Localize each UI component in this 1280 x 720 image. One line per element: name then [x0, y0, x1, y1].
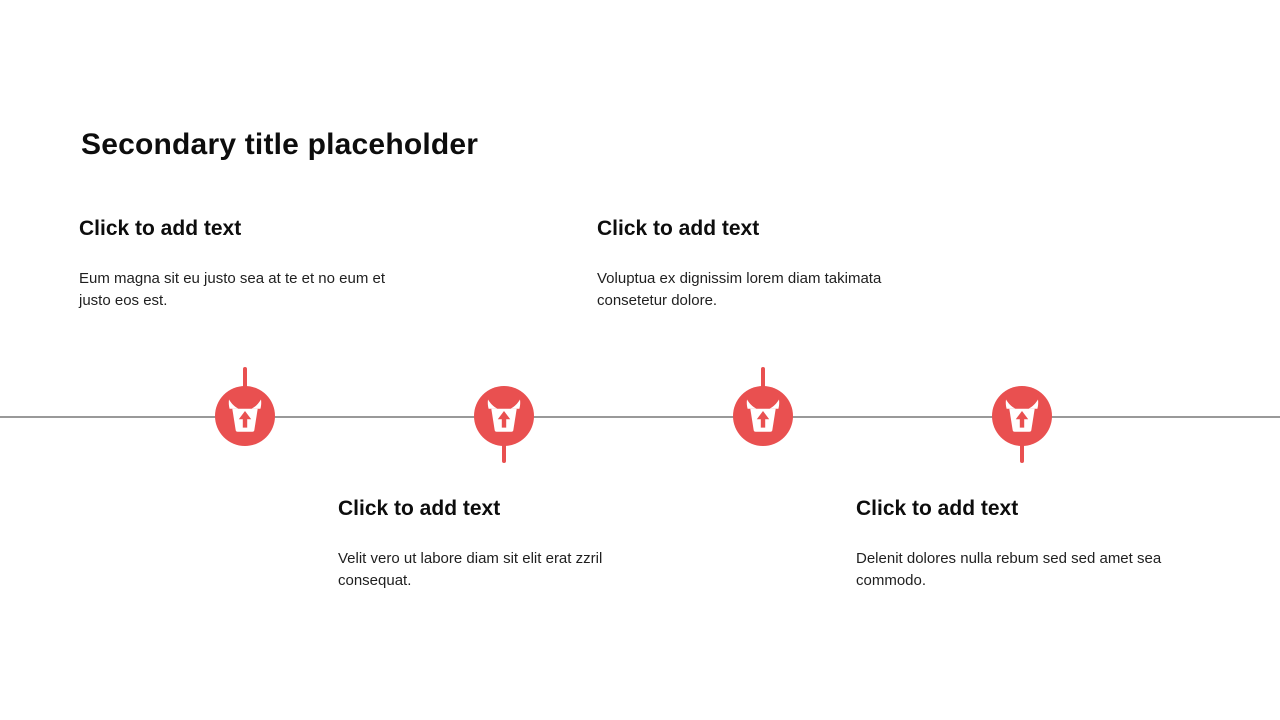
- timeline-line: [0, 416, 1280, 418]
- gift-basket-icon: [215, 386, 275, 446]
- item-heading[interactable]: Click to add text: [597, 217, 760, 240]
- timeline-marker-3: [733, 386, 793, 446]
- item-body[interactable]: Delenit dolores nulla rebum sed sed amet sea commodo.: [856, 550, 1162, 589]
- gift-basket-icon: [474, 386, 534, 446]
- timeline-marker-4: [992, 386, 1052, 446]
- gift-basket-icon: [992, 386, 1052, 446]
- timeline-marker-2: [474, 386, 534, 446]
- gift-basket-icon: [733, 386, 793, 446]
- text-placeholder-1[interactable]: [79, 216, 411, 312]
- text-placeholder-4[interactable]: [856, 496, 1188, 592]
- item-body[interactable]: Velit vero ut labore diam sit elit erat zzril consequat.: [338, 550, 603, 589]
- item-heading[interactable]: Click to add text: [856, 497, 1019, 520]
- timeline-marker-1: [215, 386, 275, 446]
- slide-title-placeholder[interactable]: Secondary title placeholder: [81, 128, 479, 161]
- item-body[interactable]: Eum magna sit eu justo sea at te et no eum et justo eos est.: [79, 270, 386, 309]
- item-body[interactable]: Voluptua ex dignissim lorem diam takimata consetetur dolore.: [597, 270, 882, 309]
- text-placeholder-2[interactable]: [338, 496, 670, 592]
- item-heading[interactable]: Click to add text: [338, 497, 501, 520]
- item-heading[interactable]: Click to add text: [79, 217, 242, 240]
- text-placeholder-3[interactable]: [597, 216, 929, 312]
